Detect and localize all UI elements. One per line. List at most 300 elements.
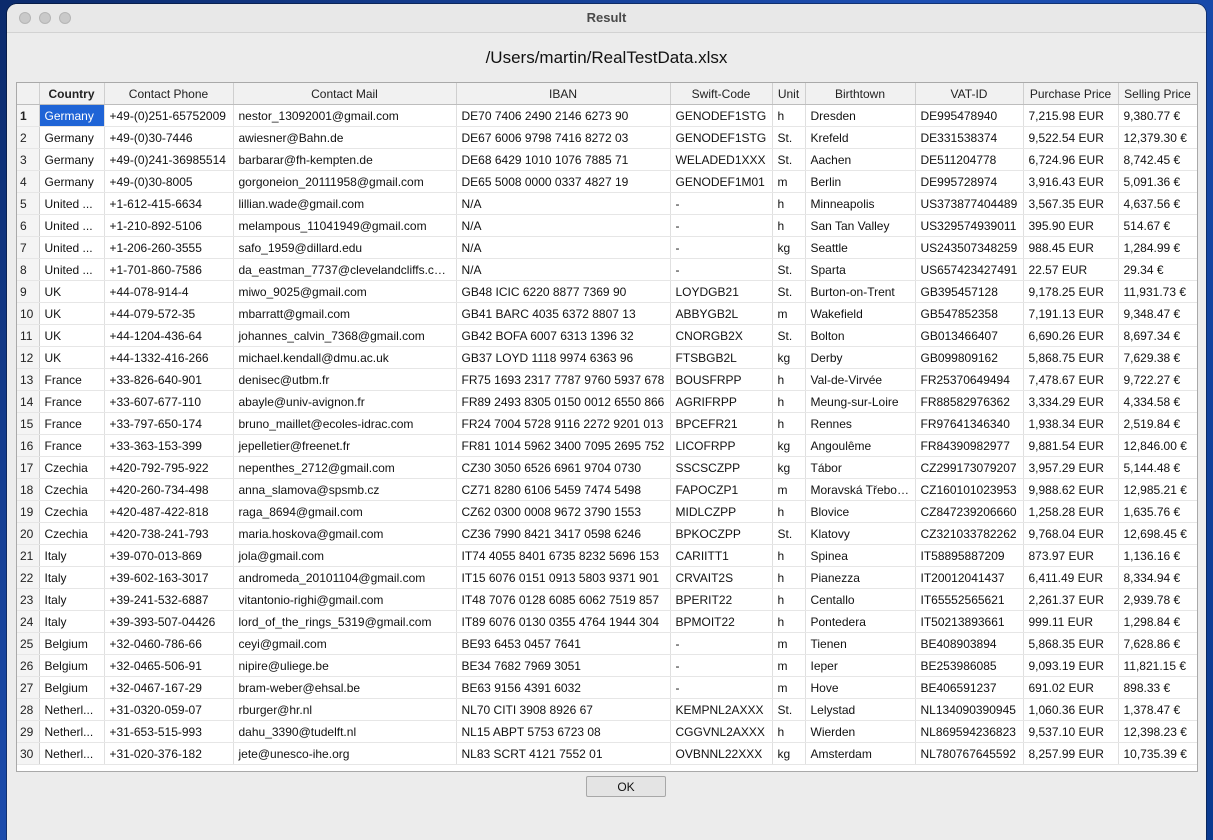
table-cell[interactable]: FTSBGB2L xyxy=(670,347,772,369)
table-cell[interactable]: +31-020-376-182 xyxy=(104,743,233,765)
table-cell[interactable]: BPMOIT22 xyxy=(670,611,772,633)
table-cell[interactable]: anna_slamova@spsmb.cz xyxy=(233,479,456,501)
table-cell[interactable]: GB099809162 xyxy=(915,347,1023,369)
table-cell[interactable]: barbarar@fh-kempten.de xyxy=(233,149,456,171)
table-cell[interactable]: AGRIFRPP xyxy=(670,391,772,413)
table-cell[interactable]: CZ321033782262 xyxy=(915,523,1023,545)
table-cell[interactable]: CRVAIT2S xyxy=(670,567,772,589)
row-index-cell[interactable]: 30 xyxy=(17,743,39,765)
table-cell[interactable]: 7,191.13 EUR xyxy=(1023,303,1118,325)
table-cell[interactable]: BE93 6453 0457 7641 xyxy=(456,633,670,655)
table-cell[interactable]: CGGVNL2AXXX xyxy=(670,721,772,743)
table-cell[interactable]: 1,136.16 € xyxy=(1118,545,1197,567)
table-cell[interactable]: Czechia xyxy=(39,479,104,501)
table-cell[interactable]: IT74 4055 8401 6735 8232 5696 153 xyxy=(456,545,670,567)
table-cell[interactable]: 9,988.62 EUR xyxy=(1023,479,1118,501)
table-cell[interactable]: Dresden xyxy=(805,105,915,127)
table-cell[interactable]: 873.97 EUR xyxy=(1023,545,1118,567)
row-index-cell[interactable]: 22 xyxy=(17,567,39,589)
table-cell[interactable]: GB013466407 xyxy=(915,325,1023,347)
table-cell[interactable]: CZ71 8280 6106 5459 7474 5498 xyxy=(456,479,670,501)
table-cell[interactable]: Bolton xyxy=(805,325,915,347)
table-cell[interactable]: 12,698.45 € xyxy=(1118,523,1197,545)
table-cell[interactable]: +44-1204-436-64 xyxy=(104,325,233,347)
table-cell[interactable]: 999.11 EUR xyxy=(1023,611,1118,633)
table-cell[interactable]: andromeda_20101104@gmail.com xyxy=(233,567,456,589)
table-cell[interactable]: +39-393-507-04426 xyxy=(104,611,233,633)
table-row[interactable] xyxy=(17,281,1197,303)
table-cell[interactable]: BE253986085 xyxy=(915,655,1023,677)
table-cell[interactable]: CZ160101023953 xyxy=(915,479,1023,501)
table-row[interactable] xyxy=(17,149,1197,171)
table-cell[interactable]: ceyi@gmail.com xyxy=(233,633,456,655)
table-cell[interactable]: St. xyxy=(772,325,805,347)
table-cell[interactable]: lillian.wade@gmail.com xyxy=(233,193,456,215)
table-cell[interactable]: - xyxy=(670,655,772,677)
row-index-cell[interactable]: 8 xyxy=(17,259,39,281)
table-cell[interactable]: 5,868.35 EUR xyxy=(1023,633,1118,655)
table-cell[interactable]: CARIITT1 xyxy=(670,545,772,567)
table-cell[interactable]: 9,768.04 EUR xyxy=(1023,523,1118,545)
table-cell[interactable]: +33-797-650-174 xyxy=(104,413,233,435)
table-cell[interactable]: gorgoneion_20111958@gmail.com xyxy=(233,171,456,193)
table-cell[interactable]: nestor_13092001@gmail.com xyxy=(233,105,456,127)
table-cell[interactable]: m xyxy=(772,655,805,677)
table-cell[interactable]: Italy xyxy=(39,611,104,633)
table-cell[interactable]: 7,628.86 € xyxy=(1118,633,1197,655)
table-row[interactable] xyxy=(17,435,1197,457)
table-cell[interactable]: Hove xyxy=(805,677,915,699)
row-index-cell[interactable]: 2 xyxy=(17,127,39,149)
table-cell[interactable]: US243507348259 xyxy=(915,237,1023,259)
row-index-cell[interactable]: 6 xyxy=(17,215,39,237)
column-header[interactable]: Birthtown xyxy=(805,83,915,105)
table-cell[interactable]: 9,881.54 EUR xyxy=(1023,435,1118,457)
table-cell[interactable]: N/A xyxy=(456,237,670,259)
table-cell[interactable]: GENODEF1STG xyxy=(670,105,772,127)
table-cell[interactable]: NL70 CITI 3908 8926 67 xyxy=(456,699,670,721)
table-cell[interactable]: raga_8694@gmail.com xyxy=(233,501,456,523)
table-cell[interactable]: United ... xyxy=(39,237,104,259)
table-cell[interactable]: - xyxy=(670,193,772,215)
table-cell[interactable]: +39-241-532-6887 xyxy=(104,589,233,611)
table-cell[interactable]: Derby xyxy=(805,347,915,369)
column-header[interactable]: Contact Mail xyxy=(233,83,456,105)
table-cell[interactable]: jete@unesco-ihe.org xyxy=(233,743,456,765)
table-cell[interactable]: 514.67 € xyxy=(1118,215,1197,237)
row-index-cell[interactable]: 9 xyxy=(17,281,39,303)
table-cell[interactable]: 9,522.54 EUR xyxy=(1023,127,1118,149)
table-cell[interactable]: +44-079-572-35 xyxy=(104,303,233,325)
table-cell[interactable]: Italy xyxy=(39,545,104,567)
row-index-cell[interactable]: 24 xyxy=(17,611,39,633)
table-cell[interactable]: h xyxy=(772,369,805,391)
table-cell[interactable]: DE995728974 xyxy=(915,171,1023,193)
table-cell[interactable]: abayle@univ-avignon.fr xyxy=(233,391,456,413)
table-cell[interactable]: Seattle xyxy=(805,237,915,259)
table-cell[interactable]: DE511204778 xyxy=(915,149,1023,171)
table-cell[interactable]: France xyxy=(39,413,104,435)
table-cell[interactable]: FAPOCZP1 xyxy=(670,479,772,501)
table-cell[interactable]: 9,093.19 EUR xyxy=(1023,655,1118,677)
table-cell[interactable]: +420-260-734-498 xyxy=(104,479,233,501)
table-cell[interactable]: melampous_11041949@gmail.com xyxy=(233,215,456,237)
table-row[interactable] xyxy=(17,457,1197,479)
table-row[interactable] xyxy=(17,193,1197,215)
table-cell[interactable]: +44-1332-416-266 xyxy=(104,347,233,369)
table-cell[interactable]: 6,411.49 EUR xyxy=(1023,567,1118,589)
table-cell[interactable]: +420-738-241-793 xyxy=(104,523,233,545)
table-cell[interactable]: 1,298.84 € xyxy=(1118,611,1197,633)
table-cell[interactable]: CZ299173079207 xyxy=(915,457,1023,479)
table-cell[interactable]: kg xyxy=(772,457,805,479)
table-cell[interactable]: DE331538374 xyxy=(915,127,1023,149)
table-cell[interactable]: kg xyxy=(772,743,805,765)
table-row[interactable] xyxy=(17,413,1197,435)
table-cell[interactable]: 5,091.36 € xyxy=(1118,171,1197,193)
table-cell[interactable]: 6,724.96 EUR xyxy=(1023,149,1118,171)
table-cell[interactable]: Val-de-Virvée xyxy=(805,369,915,391)
table-cell[interactable]: 3,916.43 EUR xyxy=(1023,171,1118,193)
table-cell[interactable]: Blovice xyxy=(805,501,915,523)
table-cell[interactable]: h xyxy=(772,589,805,611)
table-cell[interactable]: jola@gmail.com xyxy=(233,545,456,567)
table-cell[interactable]: Wakefield xyxy=(805,303,915,325)
row-index-cell[interactable]: 12 xyxy=(17,347,39,369)
table-cell[interactable]: UK xyxy=(39,347,104,369)
table-row[interactable] xyxy=(17,677,1197,699)
row-index-cell[interactable]: 18 xyxy=(17,479,39,501)
table-cell[interactable]: Sparta xyxy=(805,259,915,281)
table-cell[interactable]: FR84390982977 xyxy=(915,435,1023,457)
table-cell[interactable]: San Tan Valley xyxy=(805,215,915,237)
table-cell[interactable]: kg xyxy=(772,237,805,259)
row-index-cell[interactable]: 25 xyxy=(17,633,39,655)
table-cell[interactable]: St. xyxy=(772,699,805,721)
table-cell[interactable]: +32-0465-506-91 xyxy=(104,655,233,677)
table-cell[interactable]: +33-363-153-399 xyxy=(104,435,233,457)
table-cell[interactable]: Rennes xyxy=(805,413,915,435)
table-cell[interactable]: MIDLCZPP xyxy=(670,501,772,523)
table-cell[interactable]: +49-(0)241-36985514 xyxy=(104,149,233,171)
table-cell[interactable]: michael.kendall@dmu.ac.uk xyxy=(233,347,456,369)
table-cell[interactable]: FR81 1014 5962 3400 7095 2695 752 xyxy=(456,435,670,457)
table-cell[interactable]: h xyxy=(772,611,805,633)
table-cell[interactable]: awiesner@Bahn.de xyxy=(233,127,456,149)
table-cell[interactable]: Spinea xyxy=(805,545,915,567)
table-row[interactable] xyxy=(17,369,1197,391)
table-cell[interactable]: 1,938.34 EUR xyxy=(1023,413,1118,435)
table-cell[interactable]: Moravská Třebová xyxy=(805,479,915,501)
table-cell[interactable]: 7,629.38 € xyxy=(1118,347,1197,369)
column-header[interactable]: VAT-ID xyxy=(915,83,1023,105)
row-index-cell[interactable]: 13 xyxy=(17,369,39,391)
table-cell[interactable]: h xyxy=(772,215,805,237)
table-cell[interactable]: BPKOCZPP xyxy=(670,523,772,545)
row-index-cell[interactable]: 11 xyxy=(17,325,39,347)
table-cell[interactable]: +31-653-515-993 xyxy=(104,721,233,743)
table-cell[interactable]: GB41 BARC 4035 6372 8807 13 xyxy=(456,303,670,325)
table-cell[interactable]: N/A xyxy=(456,193,670,215)
table-cell[interactable]: - xyxy=(670,237,772,259)
table-cell[interactable]: UK xyxy=(39,303,104,325)
table-cell[interactable]: miwo_9025@gmail.com xyxy=(233,281,456,303)
table-cell[interactable]: h xyxy=(772,567,805,589)
table-cell[interactable]: DE70 7406 2490 2146 6273 90 xyxy=(456,105,670,127)
table-row[interactable] xyxy=(17,501,1197,523)
table-cell[interactable]: Pontedera xyxy=(805,611,915,633)
table-cell[interactable]: h xyxy=(772,501,805,523)
table-cell[interactable]: BPERIT22 xyxy=(670,589,772,611)
table-cell[interactable]: dahu_3390@tudelft.nl xyxy=(233,721,456,743)
table-cell[interactable]: GB37 LOYD 1118 9974 6363 96 xyxy=(456,347,670,369)
table-cell[interactable]: 8,697.34 € xyxy=(1118,325,1197,347)
table-cell[interactable]: St. xyxy=(772,259,805,281)
table-cell[interactable]: +32-0467-167-29 xyxy=(104,677,233,699)
table-cell[interactable]: WELADED1XXX xyxy=(670,149,772,171)
table-cell[interactable]: 1,060.36 EUR xyxy=(1023,699,1118,721)
row-index-cell[interactable]: 27 xyxy=(17,677,39,699)
table-cell[interactable]: Berlin xyxy=(805,171,915,193)
table-cell[interactable]: 395.90 EUR xyxy=(1023,215,1118,237)
table-cell[interactable]: - xyxy=(670,215,772,237)
table-cell[interactable]: kg xyxy=(772,435,805,457)
table-cell[interactable]: 11,821.15 € xyxy=(1118,655,1197,677)
table-cell[interactable]: LOYDGB21 xyxy=(670,281,772,303)
table-cell[interactable]: mbarratt@gmail.com xyxy=(233,303,456,325)
table-cell[interactable]: DE65 5008 0000 0337 4827 19 xyxy=(456,171,670,193)
table-cell[interactable]: United ... xyxy=(39,259,104,281)
table-cell[interactable]: 4,637.56 € xyxy=(1118,193,1197,215)
row-index-cell[interactable]: 3 xyxy=(17,149,39,171)
table-cell[interactable]: 2,519.84 € xyxy=(1118,413,1197,435)
table-cell[interactable]: 9,348.47 € xyxy=(1118,303,1197,325)
table-cell[interactable]: 1,284.99 € xyxy=(1118,237,1197,259)
table-cell[interactable]: GB395457128 xyxy=(915,281,1023,303)
table-cell[interactable]: +33-607-677-110 xyxy=(104,391,233,413)
table-cell[interactable]: 29.34 € xyxy=(1118,259,1197,281)
table-cell[interactable]: +44-078-914-4 xyxy=(104,281,233,303)
row-index-cell[interactable]: 7 xyxy=(17,237,39,259)
table-cell[interactable]: +39-602-163-3017 xyxy=(104,567,233,589)
table-row[interactable] xyxy=(17,633,1197,655)
column-header[interactable]: IBAN xyxy=(456,83,670,105)
row-index-header[interactable] xyxy=(17,83,39,105)
table-row[interactable] xyxy=(17,523,1197,545)
table-cell[interactable]: IT50213893661 xyxy=(915,611,1023,633)
table-cell[interactable]: Belgium xyxy=(39,655,104,677)
table-row[interactable] xyxy=(17,567,1197,589)
table-cell[interactable]: BOUSFRPP xyxy=(670,369,772,391)
table-cell[interactable]: h xyxy=(772,105,805,127)
table-cell[interactable]: Centallo xyxy=(805,589,915,611)
table-cell[interactable]: IT48 7076 0128 6085 6062 7519 857 xyxy=(456,589,670,611)
table-cell[interactable]: Tábor xyxy=(805,457,915,479)
table-cell[interactable]: Tienen xyxy=(805,633,915,655)
table-cell[interactable]: CZ36 7990 8421 3417 0598 6246 xyxy=(456,523,670,545)
table-row[interactable] xyxy=(17,325,1197,347)
table-cell[interactable]: CZ62 0300 0008 9672 3790 1553 xyxy=(456,501,670,523)
table-cell[interactable]: LICOFRPP xyxy=(670,435,772,457)
table-cell[interactable]: IT15 6076 0151 0913 5803 9371 901 xyxy=(456,567,670,589)
table-row[interactable] xyxy=(17,611,1197,633)
table-row[interactable] xyxy=(17,589,1197,611)
column-header[interactable]: Contact Phone xyxy=(104,83,233,105)
table-cell[interactable]: Czechia xyxy=(39,501,104,523)
table-cell[interactable]: St. xyxy=(772,149,805,171)
table-cell[interactable]: France xyxy=(39,391,104,413)
column-header[interactable]: Country xyxy=(39,83,104,105)
table-cell[interactable]: +39-070-013-869 xyxy=(104,545,233,567)
row-index-cell[interactable]: 17 xyxy=(17,457,39,479)
table-cell[interactable]: St. xyxy=(772,281,805,303)
table-cell[interactable]: 1,378.47 € xyxy=(1118,699,1197,721)
table-cell[interactable]: 691.02 EUR xyxy=(1023,677,1118,699)
table-cell[interactable]: UK xyxy=(39,281,104,303)
table-cell[interactable]: BE408903894 xyxy=(915,633,1023,655)
table-cell[interactable]: CNORGB2X xyxy=(670,325,772,347)
table-cell[interactable]: 12,398.23 € xyxy=(1118,721,1197,743)
table-cell[interactable]: +1-701-860-7586 xyxy=(104,259,233,281)
table-cell[interactable]: Germany xyxy=(39,171,104,193)
table-cell[interactable]: - xyxy=(670,633,772,655)
column-header[interactable]: Purchase Price xyxy=(1023,83,1118,105)
table-row[interactable] xyxy=(17,259,1197,281)
table-cell[interactable]: m xyxy=(772,303,805,325)
table-cell[interactable]: 12,985.21 € xyxy=(1118,479,1197,501)
table-cell[interactable]: 11,931.73 € xyxy=(1118,281,1197,303)
table-cell[interactable]: DE67 6006 9798 7416 8272 03 xyxy=(456,127,670,149)
table-cell[interactable]: 9,537.10 EUR xyxy=(1023,721,1118,743)
table-row[interactable] xyxy=(17,699,1197,721)
column-header[interactable]: Unit xyxy=(772,83,805,105)
table-cell[interactable]: 2,939.78 € xyxy=(1118,589,1197,611)
table-cell[interactable]: UK xyxy=(39,325,104,347)
table-cell[interactable]: IT89 6076 0130 0355 4764 1944 304 xyxy=(456,611,670,633)
table-cell[interactable]: Netherl... xyxy=(39,721,104,743)
table-cell[interactable]: 9,178.25 EUR xyxy=(1023,281,1118,303)
row-index-cell[interactable]: 20 xyxy=(17,523,39,545)
row-index-cell[interactable]: 21 xyxy=(17,545,39,567)
table-cell[interactable]: bruno_maillet@ecoles-idrac.com xyxy=(233,413,456,435)
table-cell[interactable]: Germany xyxy=(39,149,104,171)
row-index-cell[interactable]: 16 xyxy=(17,435,39,457)
table-row[interactable] xyxy=(17,479,1197,501)
row-index-cell[interactable]: 23 xyxy=(17,589,39,611)
table-cell[interactable]: denisec@utbm.fr xyxy=(233,369,456,391)
table-cell[interactable]: +31-0320-059-07 xyxy=(104,699,233,721)
data-table-container[interactable] xyxy=(16,82,1198,772)
table-cell[interactable]: lord_of_the_rings_5319@gmail.com xyxy=(233,611,456,633)
table-cell[interactable]: France xyxy=(39,369,104,391)
column-header[interactable]: Swift-Code xyxy=(670,83,772,105)
table-cell[interactable]: Krefeld xyxy=(805,127,915,149)
table-cell[interactable]: Czechia xyxy=(39,523,104,545)
table-cell[interactable]: Wierden xyxy=(805,721,915,743)
table-cell[interactable]: CZ847239206660 xyxy=(915,501,1023,523)
table-cell[interactable]: 3,334.29 EUR xyxy=(1023,391,1118,413)
table-cell[interactable]: 9,722.27 € xyxy=(1118,369,1197,391)
table-cell[interactable]: Angoulême xyxy=(805,435,915,457)
table-row[interactable] xyxy=(17,303,1197,325)
table-cell[interactable]: 1,258.28 EUR xyxy=(1023,501,1118,523)
table-cell[interactable]: m xyxy=(772,633,805,655)
table-cell[interactable]: FR97641346340 xyxy=(915,413,1023,435)
table-cell[interactable]: h xyxy=(772,545,805,567)
table-cell[interactable]: NL134090390945 xyxy=(915,699,1023,721)
table-cell[interactable]: NL15 ABPT 5753 6723 08 xyxy=(456,721,670,743)
table-cell[interactable]: 10,735.39 € xyxy=(1118,743,1197,765)
table-cell[interactable]: 2,261.37 EUR xyxy=(1023,589,1118,611)
table-cell[interactable]: 22.57 EUR xyxy=(1023,259,1118,281)
table-cell[interactable]: BE63 9156 4391 6032 xyxy=(456,677,670,699)
table-cell[interactable]: - xyxy=(670,677,772,699)
table-cell[interactable]: m xyxy=(772,171,805,193)
table-cell[interactable]: IT20012041437 xyxy=(915,567,1023,589)
table-cell[interactable]: 898.33 € xyxy=(1118,677,1197,699)
table-cell[interactable]: Belgium xyxy=(39,633,104,655)
table-cell[interactable]: DE995478940 xyxy=(915,105,1023,127)
table-cell[interactable]: 9,380.77 € xyxy=(1118,105,1197,127)
table-cell[interactable]: Netherl... xyxy=(39,699,104,721)
table-cell[interactable]: St. xyxy=(772,523,805,545)
table-cell[interactable]: 7,478.67 EUR xyxy=(1023,369,1118,391)
table-cell[interactable]: da_eastman_7737@clevelandcliffs.com xyxy=(233,259,456,281)
table-cell[interactable]: BE34 7682 7969 3051 xyxy=(456,655,670,677)
table-cell[interactable]: ABBYGB2L xyxy=(670,303,772,325)
table-cell[interactable]: Minneapolis xyxy=(805,193,915,215)
table-cell[interactable]: US373877404489 xyxy=(915,193,1023,215)
table-cell[interactable]: GENODEF1M01 xyxy=(670,171,772,193)
table-cell[interactable]: 8,257.99 EUR xyxy=(1023,743,1118,765)
table-cell[interactable]: 3,957.29 EUR xyxy=(1023,457,1118,479)
table-row[interactable] xyxy=(17,721,1197,743)
table-cell[interactable]: 4,334.58 € xyxy=(1118,391,1197,413)
table-cell[interactable]: Germany xyxy=(39,127,104,149)
table-cell[interactable]: bram-weber@ehsal.be xyxy=(233,677,456,699)
row-index-cell[interactable]: 1 xyxy=(17,105,39,127)
table-cell[interactable]: Amsterdam xyxy=(805,743,915,765)
row-index-cell[interactable]: 15 xyxy=(17,413,39,435)
table-cell[interactable]: h xyxy=(772,721,805,743)
table-cell[interactable]: Klatovy xyxy=(805,523,915,545)
table-cell[interactable]: +1-210-892-5106 xyxy=(104,215,233,237)
table-cell[interactable]: +1-612-415-6634 xyxy=(104,193,233,215)
table-cell[interactable]: Czechia xyxy=(39,457,104,479)
table-cell[interactable]: FR75 1693 2317 7787 9760 5937 678 xyxy=(456,369,670,391)
table-cell[interactable]: +420-792-795-922 xyxy=(104,457,233,479)
table-cell[interactable]: h xyxy=(772,391,805,413)
row-index-cell[interactable]: 28 xyxy=(17,699,39,721)
table-cell[interactable]: jepelletier@freenet.fr xyxy=(233,435,456,457)
table-row[interactable] xyxy=(17,215,1197,237)
table-cell[interactable]: Meung-sur-Loire xyxy=(805,391,915,413)
table-row[interactable] xyxy=(17,347,1197,369)
table-cell[interactable]: 5,144.48 € xyxy=(1118,457,1197,479)
table-cell[interactable]: rburger@hr.nl xyxy=(233,699,456,721)
table-row[interactable] xyxy=(17,237,1197,259)
table-cell[interactable]: BPCEFR21 xyxy=(670,413,772,435)
table-cell[interactable]: 3,567.35 EUR xyxy=(1023,193,1118,215)
table-cell[interactable]: 8,334.94 € xyxy=(1118,567,1197,589)
table-cell[interactable]: IT58895887209 xyxy=(915,545,1023,567)
table-cell[interactable]: GB547852358 xyxy=(915,303,1023,325)
table-cell[interactable]: nepenthes_2712@gmail.com xyxy=(233,457,456,479)
table-row[interactable] xyxy=(17,391,1197,413)
table-cell[interactable]: Italy xyxy=(39,567,104,589)
table-cell[interactable]: h xyxy=(772,413,805,435)
table-cell[interactable]: NL83 SCRT 4121 7552 01 xyxy=(456,743,670,765)
